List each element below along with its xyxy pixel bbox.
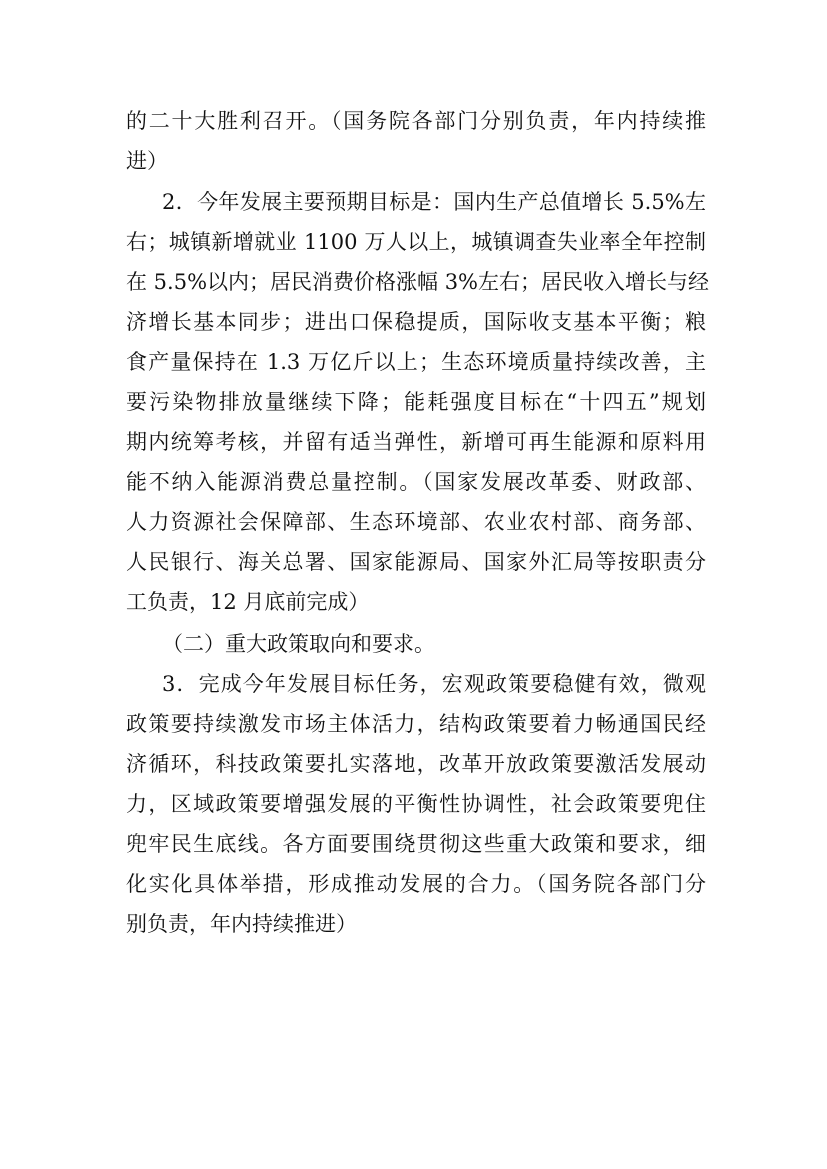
text-line: 工负责，12 月底前完成） <box>126 590 370 614</box>
text-line: 济循环，科技政策要扎实落地，改革开放政策要激活发展动 <box>126 752 706 776</box>
text-line: 化实化具体举措，形成推动发展的合力。（国务院各部门分 <box>126 872 706 896</box>
text-line: 力，区域政策要增强发展的平衡性协调性，社会政策要兜住 <box>126 792 706 816</box>
text-line: 的二十大胜利召开。（国务院各部门分别负责，年内持续推 <box>126 109 706 133</box>
text-line: 期内统筹考核，并留有适当弹性，新增可再生能源和原料用 <box>126 430 706 454</box>
text-line: 要污染物排放量继续下降；能耗强度目标在“十四五”规划 <box>126 390 706 414</box>
text-line: 在 5.5%以内；居民消费价格涨幅 3%左右；居民收入增长与经 <box>126 270 710 294</box>
text-line: 3．完成今年发展目标任务，宏观政策要稳健有效，微观 <box>162 672 706 696</box>
text-line: 食产量保持在 1.3 万亿斤以上；生态环境质量持续改善，主 <box>126 350 706 374</box>
text-line: 2．今年发展主要预期目标是：国内生产总值增长 5.5%左 <box>162 190 706 214</box>
text-line: 人民银行、海关总署、国家能源局、国家外汇局等按职责分 <box>126 550 706 574</box>
text-line: 别负责，年内持续推进） <box>126 912 357 936</box>
text-line: 政策要持续激发市场主体活力，结构政策要着力畅通国民经 <box>126 712 706 736</box>
text-line: 右；城镇新增就业 1100 万人以上，城镇调查失业率全年控制 <box>126 230 706 254</box>
text-line: 人力资源社会保障部、生态环境部、农业农村部、商务部、 <box>126 510 706 534</box>
text-line: 进） <box>126 149 168 173</box>
text-line: 能不纳入能源消费总量控制。（国家发展改革委、财政部、 <box>126 470 706 494</box>
text-line: 济增长基本同步；进出口保稳提质，国际收支基本平衡；粮 <box>126 310 706 334</box>
text-line: 兜牢民生底线。各方面要围绕贯彻这些重大政策和要求，细 <box>126 832 706 856</box>
section-heading: （二）重大政策取向和要求。 <box>162 632 435 656</box>
